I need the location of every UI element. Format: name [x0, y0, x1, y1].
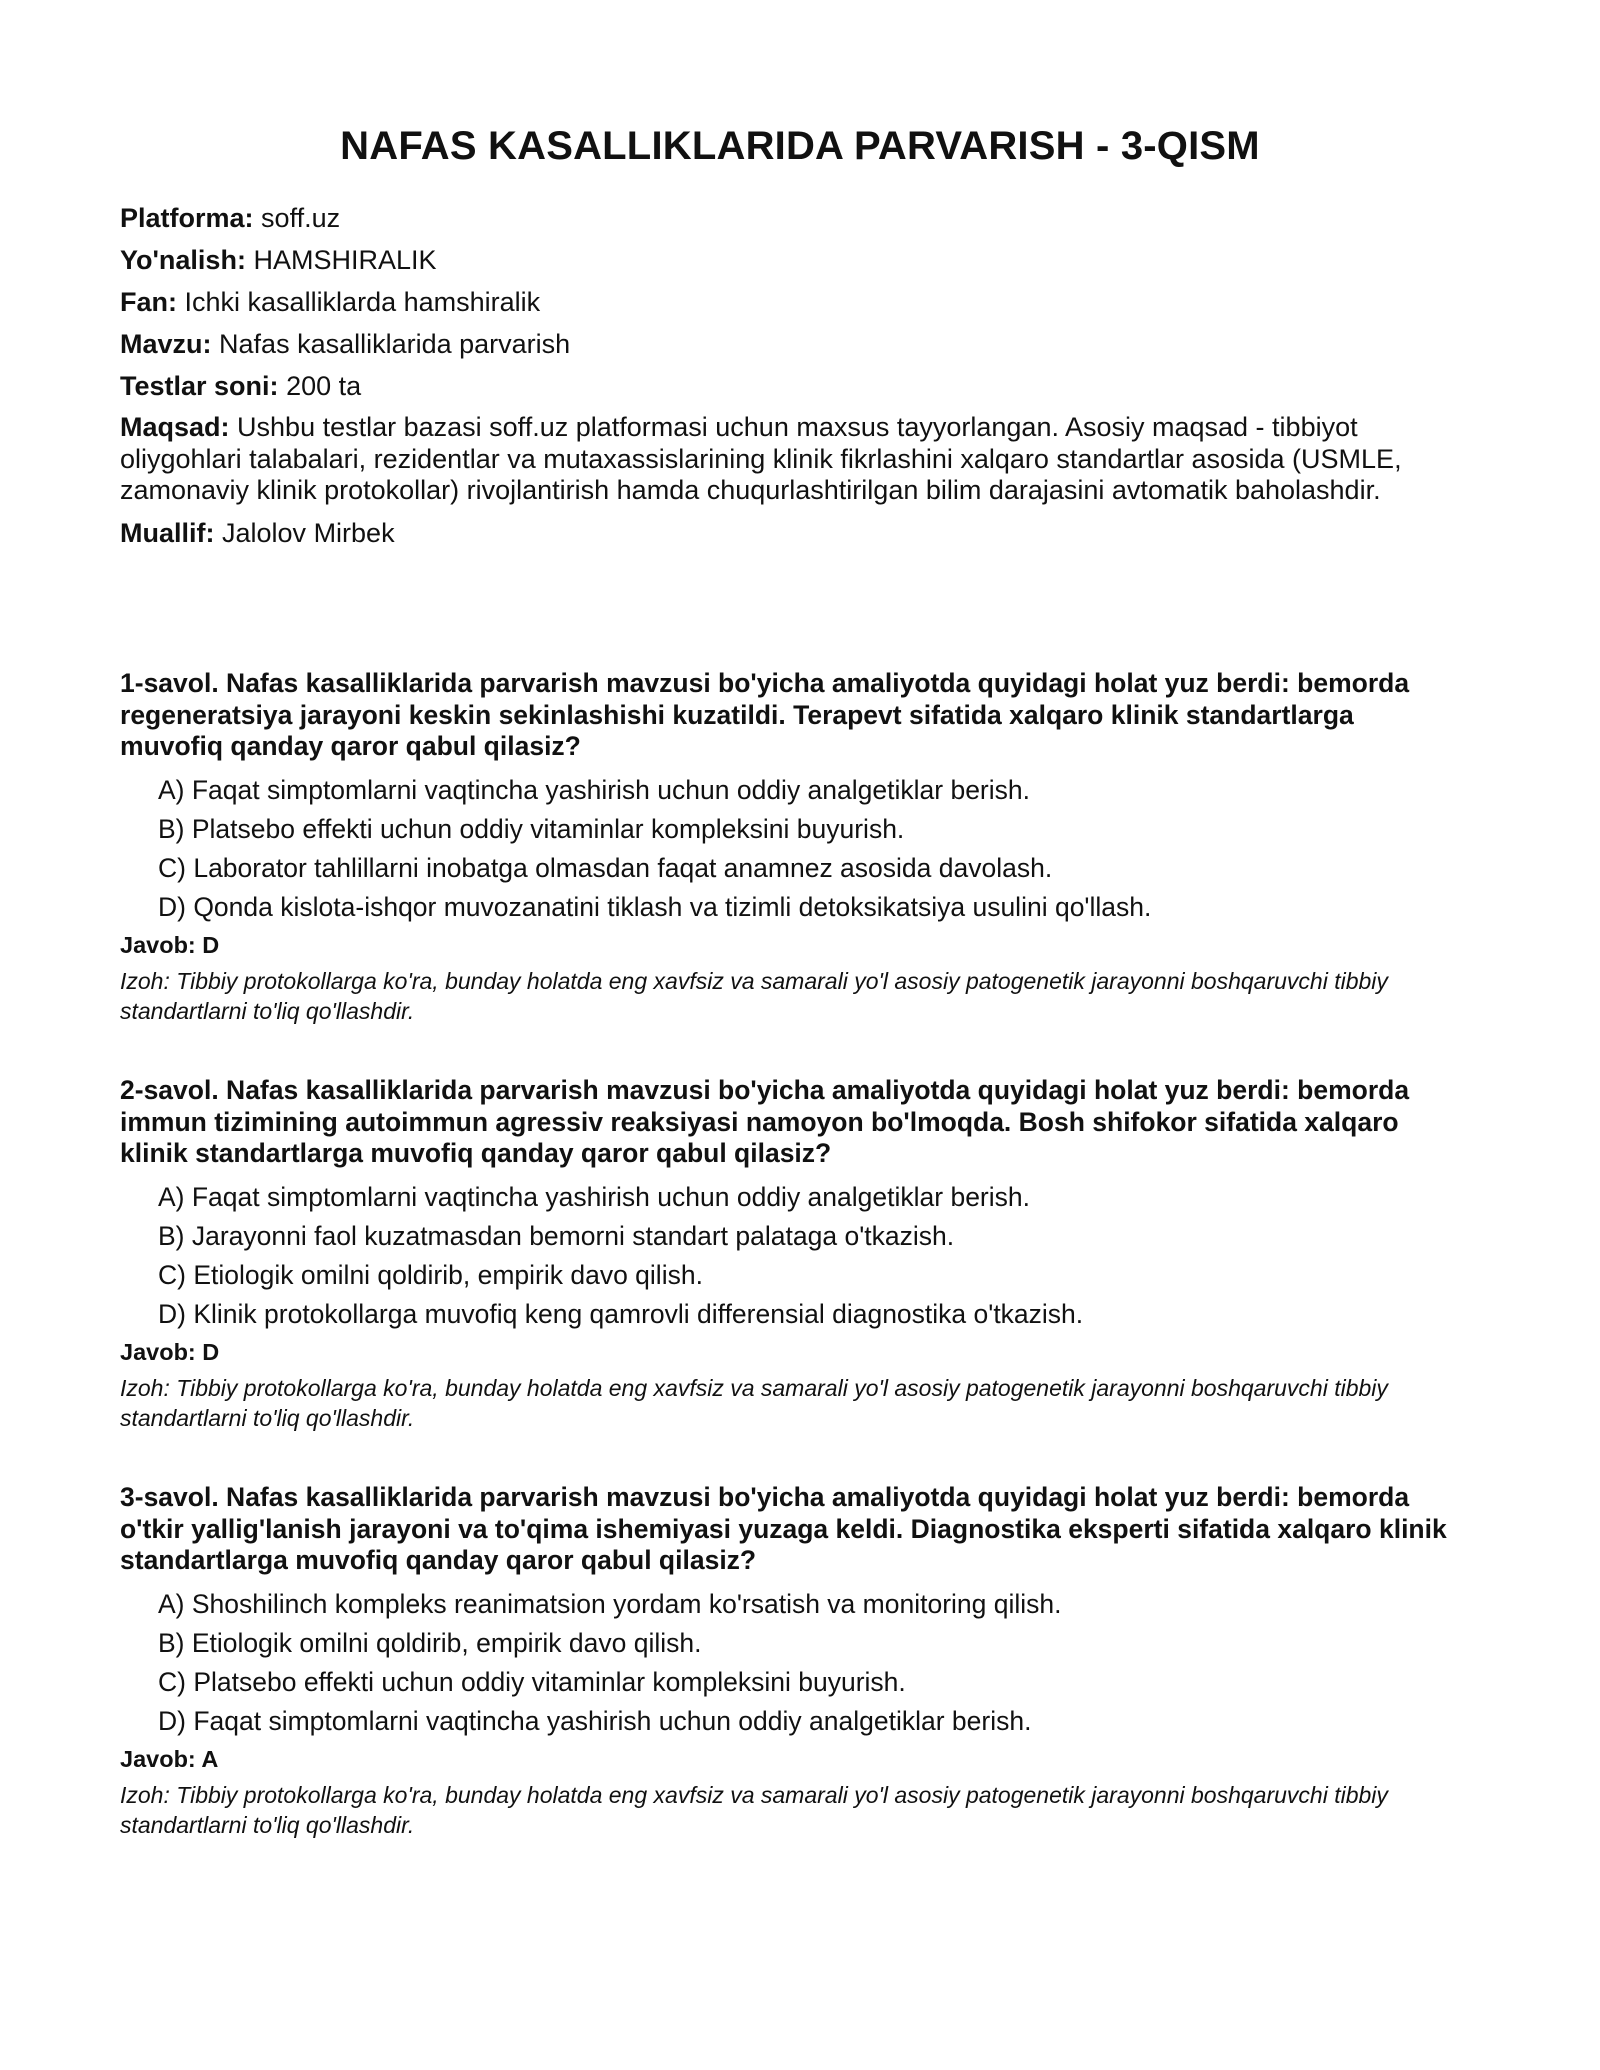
meta-platform [120, 202, 1460, 234]
meta-label: Platforma: [120, 203, 254, 233]
meta-test-count [120, 370, 1460, 402]
meta-value: HAMSHIRALIK [253, 245, 437, 275]
explanation: Izoh: Tibbiy protokollarga ko'ra, bunday holatda eng xavfsiz va samarali yo'l asosiy patogenetik jarayonni boshqaruvchi tibbiy standartlarni to'liq qo'llashdir. [120, 1374, 1388, 1431]
meta-value: Ushbu testlar bazasi soff.uz platformasi uchun maxsus tayyorlangan. Asosiy maqsad - tibbiyot oliygohlari talabalari, rezidentlar va mutaxassislarining klinik fikrlashini xalqaro standartlar asosida (USMLE, zamonaviy klinik protokollar) rivojlantirish hamda chuqurlashtirilgan bilim darajasini avtomatik baholashdir. [120, 412, 1402, 505]
meta-label: Fan: [120, 287, 177, 317]
option-c: C) Platsebo effekti uchun oddiy vitaminlar kompleksini buyurish. [158, 1666, 906, 1697]
option-c: C) Laborator tahlillarni inobatga olmasdan faqat anamnez asosida davolash. [158, 852, 1053, 883]
option-a: A) Shoshilinch kompleks reanimatsion yordam ko'rsatish va monitoring qilish. [158, 1588, 1062, 1619]
meta-topic [120, 328, 1460, 360]
question-text: 3-savol. Nafas kasalliklarida parvarish mavzusi bo'yicha amaliyotda quyidagi holat yuz berdi: bemorda o'tkir yallig'lanish jarayoni va to'qima ishemiyasi yuzaga keldi. Diagnostika eksperti sifatida xalqaro klinik standartlarga muvofiq qanday qaror qabul qilasiz? [120, 1482, 1447, 1575]
meta-goal [120, 412, 1460, 507]
question-text: 1-savol. Nafas kasalliklarida parvarish mavzusi bo'yicha amaliyotda quyidagi holat yuz berdi: bemorda regeneratsiya jarayoni keskin sekinlashishi kuzatildi. Terapevt sifatida xalqaro klinik standartlarga muvofiq qanday qaror qabul qilasiz? [120, 668, 1410, 761]
option-a: A) Faqat simptomlarni vaqtincha yashirish uchun oddiy analgetiklar berish. [158, 1181, 1030, 1212]
page-title: NAFAS KASALLIKLARIDA PARVARISH - 3-QISM [340, 124, 1260, 168]
document-meta [120, 202, 1460, 559]
question-text: 2-savol. Nafas kasalliklarida parvarish mavzusi bo'yicha amaliyotda quyidagi holat yuz berdi: bemorda immun tizimining autoimmun agressiv reaksiyasi namoyon bo'lmoqda. Bosh shifokor sifatida xalqaro klinik standartlarga muvofiq qanday qaror qabul qilasiz? [120, 1075, 1410, 1168]
meta-label: Muallif: [120, 517, 215, 548]
meta-author [120, 517, 1460, 549]
answer: Javob: D [120, 1338, 220, 1365]
question-3 [120, 1482, 1460, 1840]
meta-value: Nafas kasalliklarida parvarish [219, 329, 571, 359]
meta-label: Testlar soni: [120, 371, 279, 401]
answer: Javob: A [120, 1745, 219, 1772]
meta-value: soff.uz [261, 203, 341, 233]
option-b: B) Platsebo effekti uchun oddiy vitaminlar kompleksini buyurish. [158, 813, 905, 844]
meta-label: Mavzu: [120, 329, 212, 359]
option-a: A) Faqat simptomlarni vaqtincha yashirish uchun oddiy analgetiklar berish. [158, 774, 1030, 805]
option-c: C) Etiologik omilni qoldirib, empirik davo qilish. [158, 1259, 703, 1290]
option-list [120, 1182, 1460, 1330]
option-d: D) Faqat simptomlarni vaqtincha yashirish uchun oddiy analgetiklar berish. [158, 1705, 1032, 1736]
meta-label: Yo'nalish: [120, 245, 246, 275]
meta-value: 200 ta [286, 371, 362, 401]
question-2 [120, 1075, 1460, 1433]
option-d: D) Qonda kislota-ishqor muvozanatini tiklash va tizimli detoksikatsiya usulini qo'llash. [158, 891, 1152, 922]
meta-label: Maqsad: [120, 412, 230, 442]
question-1 [120, 668, 1460, 1026]
option-d: D) Klinik protokollarga muvofiq keng qamrovli differensial diagnostika o'tkazish. [158, 1298, 1084, 1329]
option-b: B) Etiologik omilni qoldirib, empirik davo qilish. [158, 1627, 702, 1658]
answer: Javob: D [120, 931, 220, 958]
meta-value: Jalolov Mirbek [222, 517, 395, 548]
meta-direction [120, 244, 1460, 276]
explanation: Izoh: Tibbiy protokollarga ko'ra, bunday holatda eng xavfsiz va samarali yo'l asosiy patogenetik jarayonni boshqaruvchi tibbiy standartlarni to'liq qo'llashdir. [120, 967, 1388, 1024]
option-b: B) Jarayonni faol kuzatmasdan bemorni standart palataga o'tkazish. [158, 1220, 955, 1251]
option-list [120, 775, 1460, 923]
meta-value: Ichki kasalliklarda hamshiralik [184, 287, 541, 317]
meta-subject [120, 286, 1460, 318]
explanation: Izoh: Tibbiy protokollarga ko'ra, bunday holatda eng xavfsiz va samarali yo'l asosiy patogenetik jarayonni boshqaruvchi tibbiy standartlarni to'liq qo'llashdir. [120, 1781, 1388, 1838]
option-list [120, 1589, 1460, 1737]
